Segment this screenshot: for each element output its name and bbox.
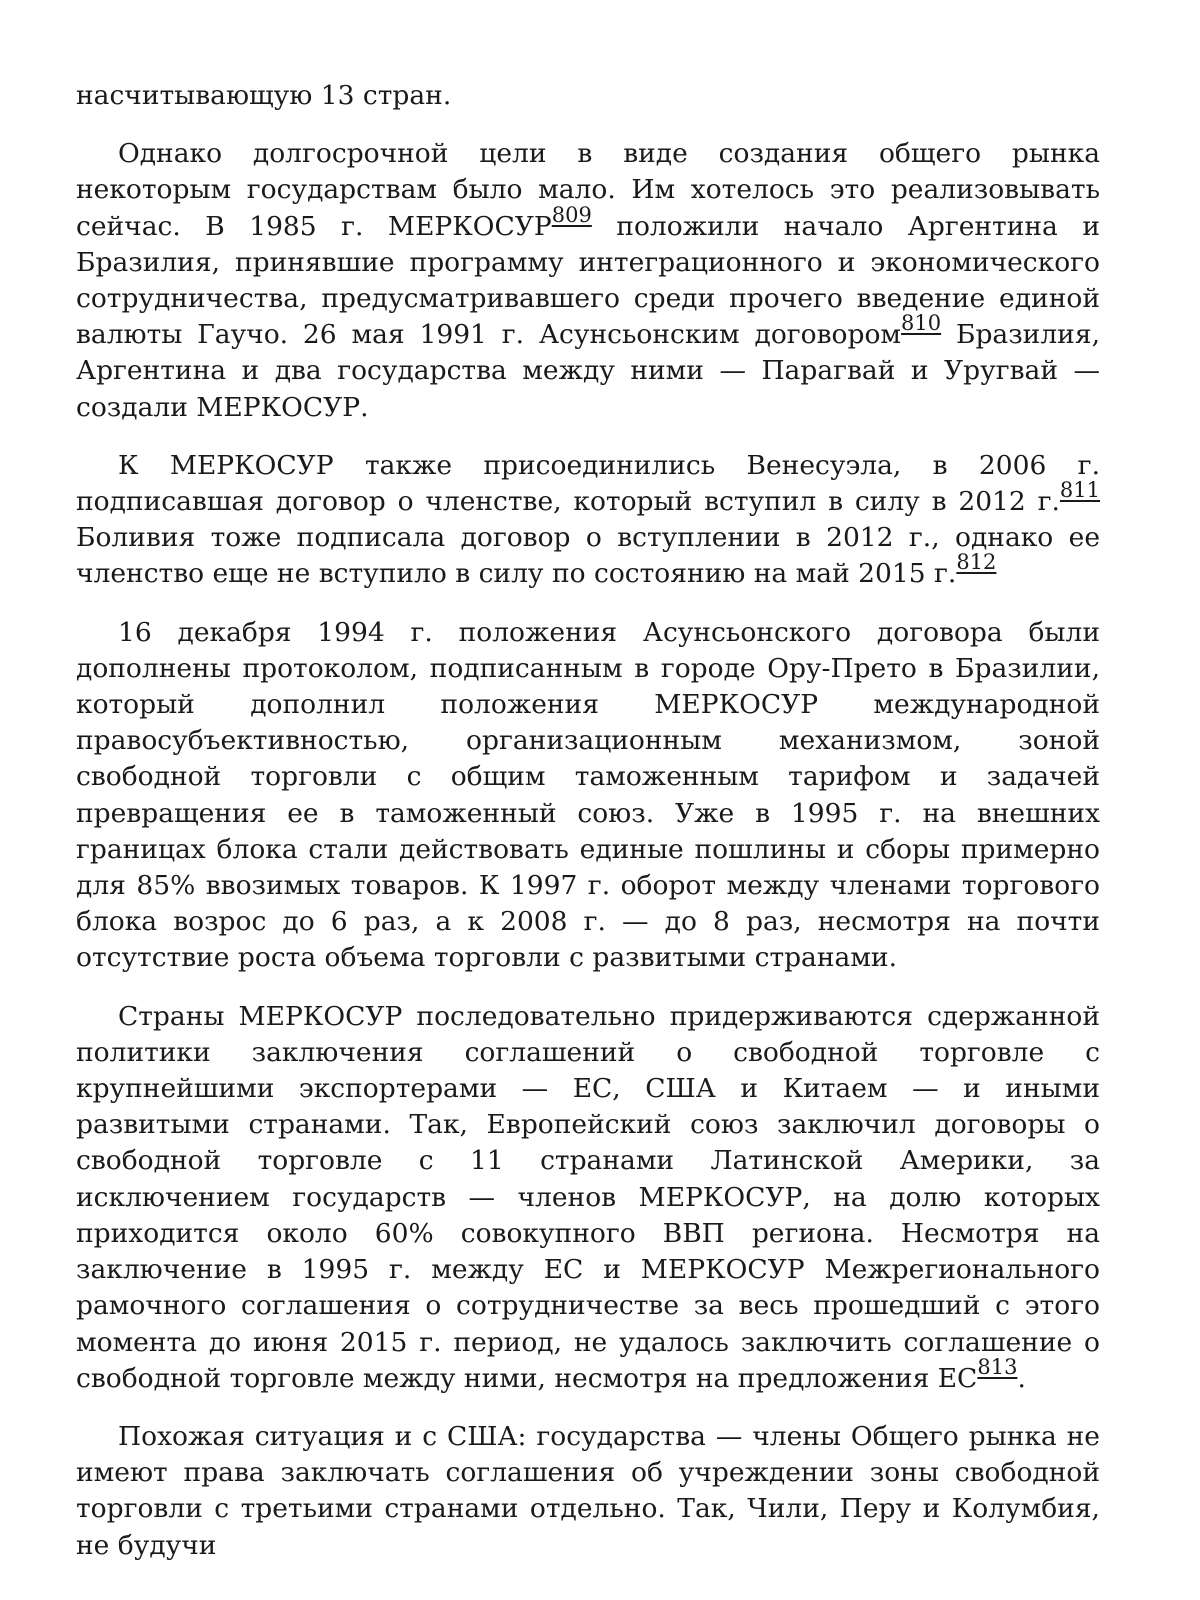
paragraph-text: Похожая ситуация и с США: государства — члены Общего рынка не имеют права заключать соглашения об учреждении зоны свободной торговли с третьими странами отдельно. Так, Чили, Перу и Колумбия, не будучи (76, 1420, 1100, 1561)
footnote-link[interactable]: 812 (956, 550, 997, 575)
paragraph-text: положили начало Аргентина и Бразилия, принявшие программу интеграционного и экономического сотрудничества, предусматривавшего среди прочего введение единой валюты Гаучо. 26 мая 1991 г. Асунсьонским договором (76, 210, 1100, 351)
paragraph-text: Бразилия, Аргентина и два государства между ними — Парагвай и Уругвай — создали МЕРКОСУР. (76, 319, 1100, 423)
paragraph-text: Страны МЕРКОСУР последовательно придерживаются сдержанной политики заключения соглашений о свободной торговле с крупнейшими экспортерами — ЕС, США и Китаем — и иными развитыми странами. Так, Европейский союз заключил договоры о свободной торговле с 11 странами Латинской Америки, за исключением государств — членов МЕРКОСУР, на долю которых приходится около 60% совокупного ВВП региона. Несмотря на заключение в 1995 г. между ЕС и МЕРКОСУР Межрегионального рамочного соглашения о сотрудничестве за весь прошедший с этого момента до июня 2015 г. период, не удалось заключить соглашение о свободной торговле между ними, несмотря на предложения ЕС (76, 1000, 1100, 1394)
paragraph-continuation (76, 78, 1100, 114)
paragraph-text: К МЕРКОСУР также присоединились Венесуэла, в 2006 г. подписавшая договор о членстве, который вступил в силу в 2012 г. (76, 449, 1100, 518)
paragraph-text: . (1017, 1362, 1026, 1394)
footnote-link[interactable]: 810 (901, 311, 942, 336)
paragraph-mercosur-members (76, 448, 1100, 593)
footnote-link[interactable]: 813 (977, 1354, 1018, 1379)
document-page (76, 78, 1100, 1586)
paragraph-usa-situation (76, 1419, 1100, 1564)
paragraph-trade-policy (76, 999, 1100, 1397)
footnote-link[interactable]: 809 (551, 202, 592, 227)
paragraph-mercosur-origin (76, 136, 1100, 426)
paragraph-text: насчитывающую 13 стран. (76, 80, 452, 111)
paragraph-text: Однако долгосрочной цели в виде создания общего рынка некоторым государствам было мало. Им хотелось это реализовывать сейчас. В 1985 г. МЕРКОСУР (76, 138, 1100, 242)
footnote-link[interactable]: 811 (1059, 478, 1100, 503)
paragraph-text: Боливия тоже подписала договор о вступлении в 2012 г., однако ее членство еще не вступило в силу по состоянию на май 2015 г. (76, 522, 1100, 590)
paragraph-text: 16 декабря 1994 г. положения Асунсьонского договора были дополнены протоколом, подписанным в городе Ору-Прето в Бразилии, который дополнил положения МЕРКОСУР международной правосубъективностью, организационным механизмом, зоной свободной торговли с общим таможенным тарифом и задачей превращения ее в таможенный союз. Уже в 1995 г. на внешних границах блока стали действовать единые пошлины и сборы примерно для 85% ввозимых товаров. К 1997 г. оборот между членами торгового блока возрос до 6 раз, а к 2008 г. — до 8 раз, несмотря на почти отсутствие роста объема торговли с развитыми странами. (76, 616, 1100, 974)
paragraph-ouro-preto-protocol (76, 615, 1100, 977)
